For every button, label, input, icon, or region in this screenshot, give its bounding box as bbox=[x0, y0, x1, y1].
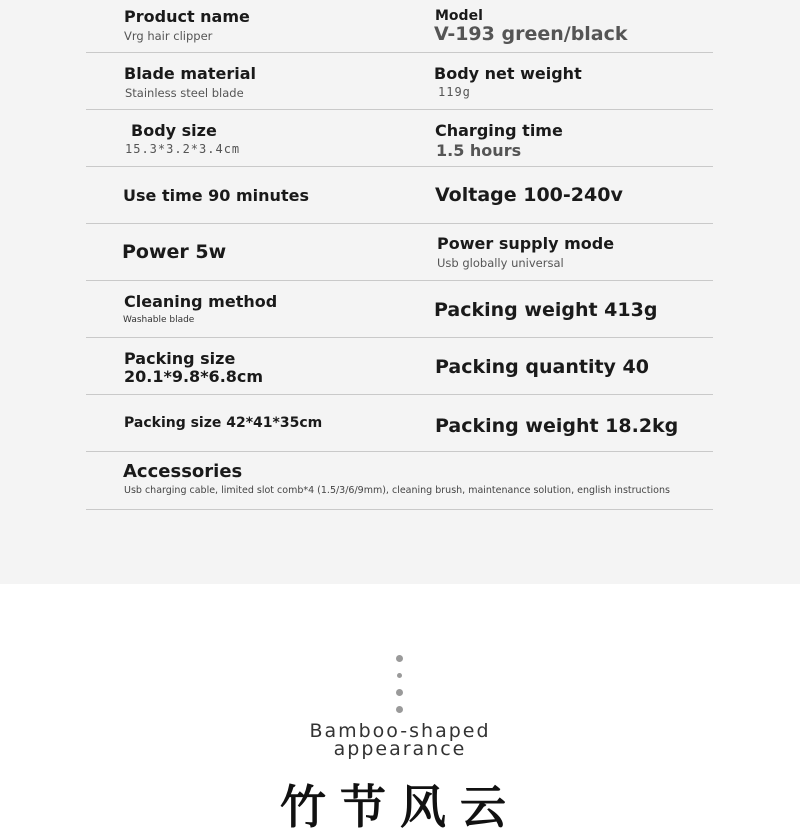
spec-cell bbox=[434, 338, 714, 394]
spec-cell bbox=[123, 53, 423, 109]
dot-icon bbox=[396, 706, 403, 713]
spec-label: Packing size bbox=[124, 349, 236, 368]
spec-cell bbox=[434, 281, 714, 337]
feature-subtitle-line1: Bamboo-shaped bbox=[309, 720, 491, 742]
spec-value: 15.3*3.2*3.4cm bbox=[125, 142, 241, 156]
spec-label: Body size bbox=[131, 121, 217, 140]
spec-label: Charging time bbox=[435, 121, 563, 140]
spec-row bbox=[86, 452, 713, 510]
spec-row bbox=[86, 167, 713, 224]
spec-table bbox=[86, 0, 713, 510]
spec-label: Voltage 100-240v bbox=[435, 184, 623, 206]
spec-cell bbox=[123, 110, 423, 166]
spec-label: Body net weight bbox=[434, 64, 582, 83]
spec-cell bbox=[123, 395, 423, 451]
spec-value: Vrg hair clipper bbox=[124, 29, 213, 43]
spec-cell bbox=[123, 338, 423, 394]
spec-cell bbox=[123, 452, 723, 509]
spec-value: 1.5 hours bbox=[436, 141, 522, 160]
spec-label: Power 5w bbox=[122, 241, 227, 263]
spec-cell bbox=[434, 395, 714, 451]
spec-label: Product name bbox=[124, 7, 250, 26]
spec-cell bbox=[123, 224, 423, 280]
spec-cell bbox=[434, 110, 714, 166]
spec-value: 119g bbox=[438, 85, 471, 99]
spec-row bbox=[86, 338, 713, 395]
spec-value: Washable blade bbox=[123, 315, 195, 325]
spec-cell bbox=[434, 0, 714, 52]
spec-value: Usb globally universal bbox=[437, 256, 564, 270]
spec-label: Packing quantity 40 bbox=[435, 356, 649, 378]
dot-icon bbox=[396, 689, 403, 696]
spec-label: Packing weight 18.2kg bbox=[435, 415, 679, 437]
spec-row bbox=[86, 224, 713, 281]
spec-value: Usb charging cable, limited slot comb*4 (1.5/3/6/9mm), cleaning brush, maintenance solution, english instructions bbox=[124, 485, 670, 496]
spec-label: Power supply mode bbox=[437, 234, 615, 253]
dot-icon bbox=[397, 673, 402, 678]
spec-label: Cleaning method bbox=[124, 292, 278, 311]
dot-icon bbox=[396, 655, 403, 662]
spec-cell bbox=[434, 167, 714, 223]
spec-label: Accessories bbox=[123, 461, 243, 482]
feature-heading: 竹节风云 bbox=[280, 780, 520, 834]
spec-row bbox=[86, 110, 713, 167]
spec-cell bbox=[434, 53, 714, 109]
spec-row bbox=[86, 0, 713, 53]
spec-row bbox=[86, 395, 713, 452]
spec-label: Use time 90 minutes bbox=[123, 186, 309, 205]
spec-cell bbox=[123, 167, 423, 223]
spec-value: V-193 green/black bbox=[434, 23, 628, 45]
spec-value: 20.1*9.8*6.8cm bbox=[124, 367, 264, 386]
spec-cell bbox=[123, 281, 423, 337]
spec-row bbox=[86, 53, 713, 110]
spec-cell bbox=[434, 224, 714, 280]
spec-label: Model bbox=[435, 8, 483, 24]
spec-label: Packing weight 413g bbox=[434, 299, 658, 321]
spec-label: Packing size 42*41*35cm bbox=[124, 415, 323, 431]
spec-value: Stainless steel blade bbox=[125, 86, 244, 100]
spec-label: Blade material bbox=[124, 64, 256, 83]
feature-subtitle-line2: appearance bbox=[333, 738, 467, 760]
spec-cell bbox=[123, 0, 423, 52]
spec-row bbox=[86, 281, 713, 338]
